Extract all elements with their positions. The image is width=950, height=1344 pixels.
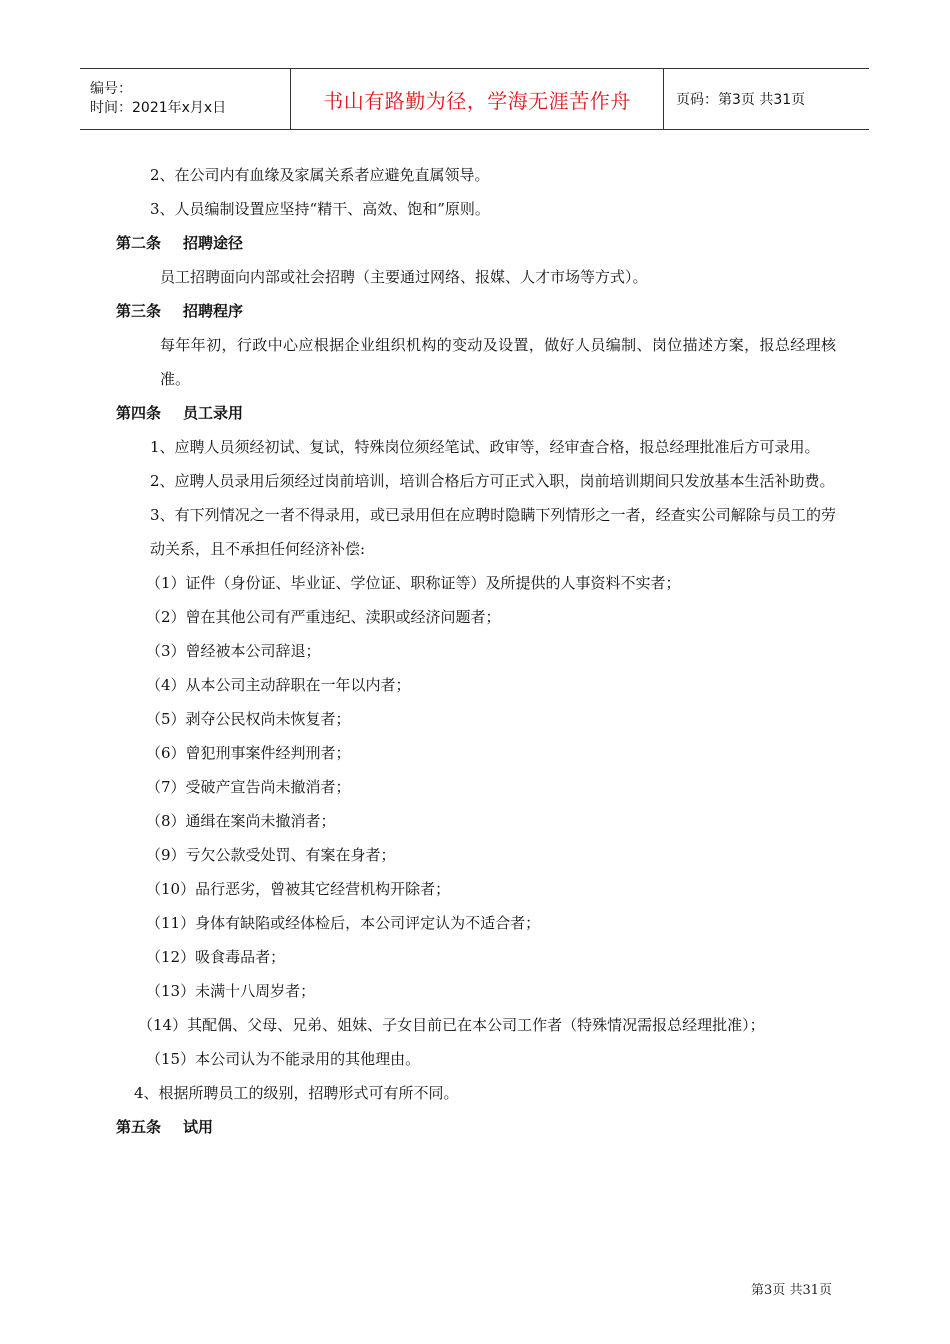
list-item: （15）本公司认为不能录用的其他理由。 bbox=[146, 1050, 421, 1068]
motto-text: 书山有路勤为径，学海无涯苦作舟 bbox=[323, 88, 631, 113]
list-item: （6）曾犯刑事案件经判刑者； bbox=[146, 744, 351, 762]
list-item: （2）曾在其他公司有严重违纪、渎职或经济问题者； bbox=[146, 608, 501, 626]
article-3-title: 招聘程序 bbox=[183, 302, 244, 320]
list-item: （3）曾经被本公司辞退； bbox=[146, 642, 321, 660]
article-2-number: 第二条 bbox=[116, 234, 162, 252]
article-2-heading bbox=[116, 226, 836, 260]
paragraph-staffing: 3、人员编制设置应坚持“精干、高效、饱和”原则。 bbox=[150, 200, 490, 218]
article-4-paragraph-2: 2、应聘人员录用后须经过岗前培训，培训合格后方可正式入职，岗前培训期间只发放基本生活补助费。 bbox=[150, 472, 835, 490]
list-item: （9）亏欠公款受处罚、有案在身者； bbox=[146, 846, 396, 864]
list-item: （7）受破产宣告尚未撤消者； bbox=[146, 778, 351, 796]
article-4-number: 第四条 bbox=[116, 404, 162, 422]
disqualification-list bbox=[116, 566, 836, 1076]
article-2-title: 招聘途径 bbox=[183, 234, 244, 252]
list-item: （5）剥夺公民权尚未恢复者； bbox=[146, 710, 351, 728]
article-3-heading bbox=[116, 294, 836, 328]
header-left-cell bbox=[80, 69, 291, 129]
list-item: （1）证件（身份证、毕业证、学位证、职称证等）及所提供的人事资料不实者； bbox=[146, 574, 681, 592]
header-page-label: 页码：第3页 共31页 bbox=[676, 92, 806, 108]
list-item: （4）从本公司主动辞职在一年以内者； bbox=[146, 676, 411, 694]
page-header bbox=[80, 68, 869, 130]
article-4-paragraph-4: 4、根据所聘员工的级别，招聘形式可有所不同。 bbox=[134, 1084, 459, 1102]
list-item: （13）未满十八周岁者； bbox=[146, 982, 316, 1000]
header-page-cell bbox=[664, 69, 869, 129]
article-4-paragraph-1: 1、应聘人员须经初试、复试，特殊岗位须经笔试、政审等，经审查合格，报总经理批准后方可录用。 bbox=[150, 438, 820, 456]
article-5-heading bbox=[116, 1110, 836, 1144]
article-5-number: 第五条 bbox=[116, 1118, 162, 1136]
paragraph-blood-relation: 2、在公司内有血缘及家属关系者应避免直属领导。 bbox=[150, 166, 490, 184]
article-5-title: 试用 bbox=[183, 1118, 214, 1136]
list-item: （11）身体有缺陷或经体检后，本公司评定认为不适合者； bbox=[146, 914, 541, 932]
list-item: （12）吸食毒品者； bbox=[146, 948, 286, 966]
article-4-heading bbox=[116, 396, 836, 430]
article-2-text: 员工招聘面向内部或社会招聘（主要通过网络、报媒、人才市场等方式）。 bbox=[160, 268, 648, 286]
list-item: （14）其配偶、父母、兄弟、姐妹、子女目前已在本公司工作者（特殊情况需报总经理批准）； bbox=[138, 1016, 765, 1034]
list-item: （8）通缉在案尚未撤消者； bbox=[146, 812, 336, 830]
document-body bbox=[116, 158, 836, 1144]
number-label: 编号： bbox=[90, 81, 132, 97]
article-3-number: 第三条 bbox=[116, 302, 162, 320]
article-4-paragraph-3: 3、有下列情况之一者不得录用，或已录用但在应聘时隐瞒下列情形之一者，经查实公司解除与员工的劳动关系，且不承担任何经济补偿: bbox=[150, 506, 836, 558]
header-motto-cell bbox=[291, 69, 664, 129]
article-4-title: 员工录用 bbox=[183, 404, 244, 422]
list-item: （10）品行恶劣，曾被其它经营机构开除者； bbox=[146, 880, 451, 898]
page-footer: 第3页 共31页 bbox=[751, 1283, 832, 1298]
time-label: 时间：2021年x月x日 bbox=[90, 100, 227, 116]
article-3-text: 每年年初，行政中心应根据企业组织机构的变动及设置，做好人员编制、岗位描述方案，报总经理核准。 bbox=[160, 336, 836, 388]
